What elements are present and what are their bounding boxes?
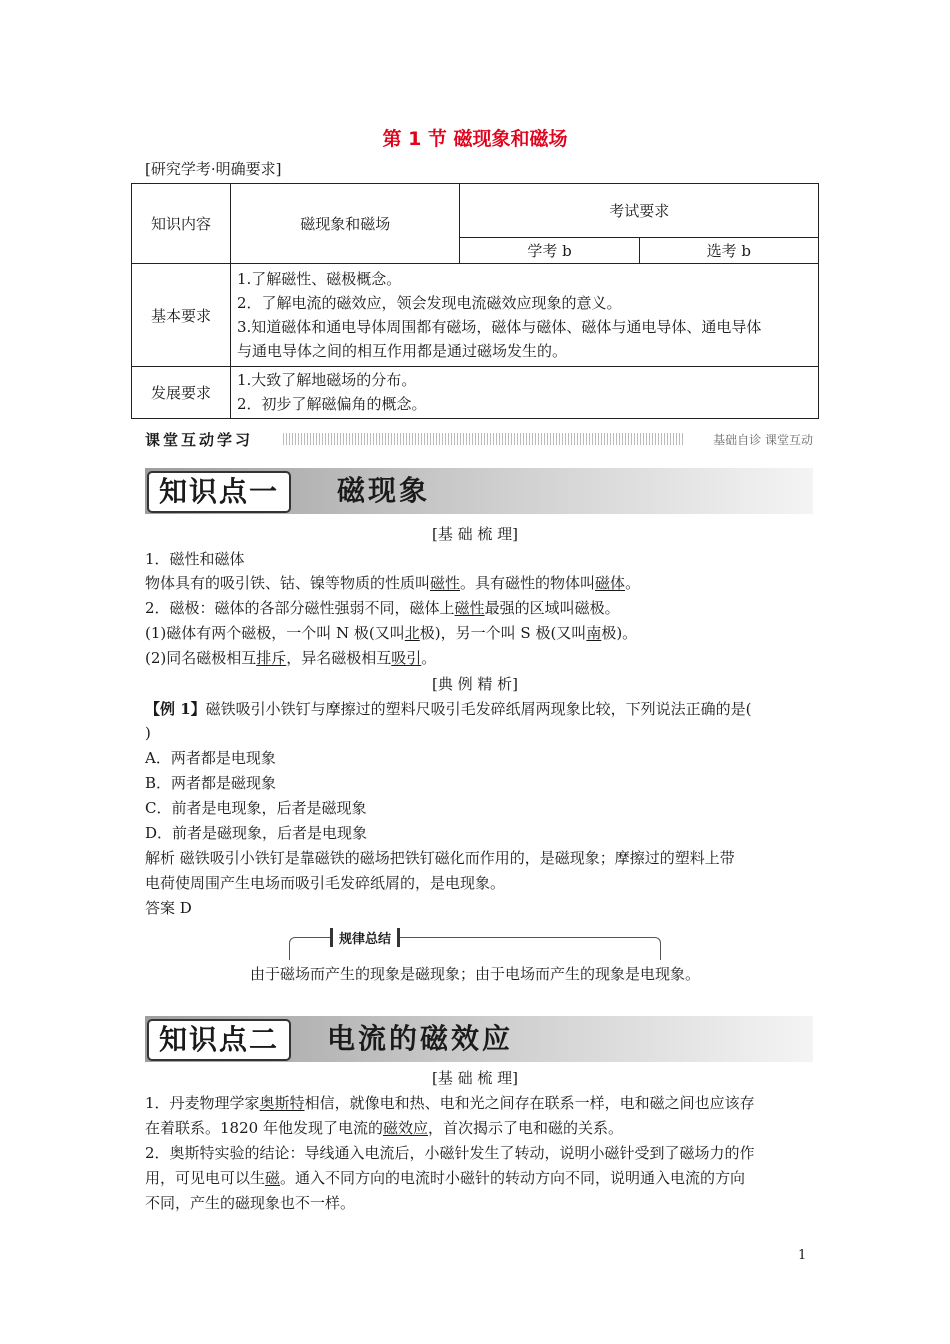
kp2-line: 2．奥斯特实验的结论：导线通入电流后，小磁针发生了转动，说明小磁针受到了磁场力的作 (145, 1144, 755, 1162)
answer: 答案 D (145, 899, 192, 917)
table-header-knowledge: 知识内容 (132, 184, 231, 264)
dev-label: 发展要求 (132, 366, 231, 418)
class-interaction-bar (145, 429, 813, 449)
basic-item: 1.了解磁性、磁极概念。 (237, 270, 402, 289)
option-a: A．两者都是电现象 (145, 749, 276, 767)
kp1-subheading: [基 础 梳 理] (431, 525, 518, 543)
dev-item: 2．初步了解磁偏角的概念。 (237, 395, 427, 414)
table-header-topic: 磁现象和磁场 (231, 184, 460, 264)
example-question: 【例 1】磁铁吸引小铁钉与摩擦过的塑料尺吸引毛发碎纸屑两现象比较，下列说法正确的是( (145, 700, 752, 718)
example-question-cont: ) (145, 724, 151, 742)
basic-item: 与通电导体之间的相互作用都是通过磁场发生的。 (237, 342, 568, 361)
class-bar-subtitle: 基础自诊 课堂互动 (713, 433, 813, 447)
kp2-subheading: [基 础 梳 理] (431, 1069, 518, 1087)
basic-items (231, 264, 819, 366)
kp2-label: 知识点二 (147, 1019, 291, 1061)
kp2-title: 电流的磁效应 (327, 1022, 514, 1055)
option-d: D．前者是磁现象，后者是电现象 (145, 824, 368, 842)
example-tag: 【例 1】 (145, 700, 206, 718)
analysis-line: 解析 磁铁吸引小铁钉是靠磁铁的磁场把铁钉磁化而作用的，是磁现象；摩擦过的塑料上带 (145, 849, 735, 867)
page-title: 第 1 节 磁现象和磁场 (382, 128, 568, 150)
dev-items (231, 366, 819, 418)
kp1-line: 物体具有的吸引铁、钴、镍等物质的性质叫磁性。具有磁性的物体叫磁体。 (145, 574, 641, 592)
table-header-xuankao: 选考 b (639, 238, 818, 264)
kp1-label: 知识点一 (147, 471, 291, 513)
basic-item: 3.知道磁体和通电导体周围都有磁场，磁体与磁体、磁体与通电导体、通电导体 (237, 318, 762, 337)
option-c: C．前者是电现象，后者是磁现象 (145, 799, 367, 817)
basic-item: 2．了解电流的磁效应，领会发现电流磁效应现象的意义。 (237, 294, 622, 313)
kp1-line: 2．磁极：磁体的各部分磁性强弱不同，磁体上磁性最强的区域叫磁极。 (145, 599, 620, 617)
dotted-divider (283, 433, 683, 445)
table-header-exam: 考试要求 (460, 184, 819, 238)
summary-text: 由于磁场而产生的现象是磁现象；由于电场而产生的现象是电现象。 (249, 965, 700, 983)
kp1-subheading-2: [典 例 精 析] (431, 675, 518, 693)
kp1-line: (1)磁体有两个磁极，一个叫 N 极(又叫北极)，另一个叫 S 极(又叫南极)。 (145, 624, 638, 642)
analysis-line: 电荷使周围产生电场而吸引毛发碎纸屑的，是电现象。 (145, 874, 506, 892)
knowledge-point-1-banner (145, 468, 813, 514)
page-number: 1 (798, 1248, 807, 1263)
summary-tag: 规律总结 (330, 928, 400, 947)
kp2-line: 在着联系。1820 年他发现了电流的磁效应，首次揭示了电和磁的关系。 (145, 1119, 623, 1137)
requirements-table (131, 183, 819, 419)
intro-tag: [研究学考·明确要求] (145, 160, 282, 178)
kp2-line: 1．丹麦物理学家奥斯特相信，就像电和热、电和光之间存在联系一样，电和磁之间也应该存 (145, 1094, 755, 1112)
dev-item: 1.大致了解地磁场的分布。 (237, 371, 417, 390)
kp1-title: 磁现象 (337, 474, 431, 507)
option-b: B．两者都是磁现象 (145, 774, 277, 792)
kp2-line: 用，可见电可以生磁。通入不同方向的电流时小磁针的转动方向不同，说明通入电流的方向 (145, 1169, 746, 1187)
kp1-line: (2)同名磁极相互排斥，异名磁极相互吸引。 (145, 649, 437, 667)
kp1-line: 1．磁性和磁体 (145, 550, 245, 568)
knowledge-point-2-banner (145, 1016, 813, 1062)
kp2-line: 不同，产生的磁现象也不一样。 (145, 1194, 356, 1212)
table-header-xuekao: 学考 b (460, 238, 639, 264)
basic-label: 基本要求 (132, 264, 231, 366)
class-bar-title: 课堂互动学习 (145, 431, 254, 449)
